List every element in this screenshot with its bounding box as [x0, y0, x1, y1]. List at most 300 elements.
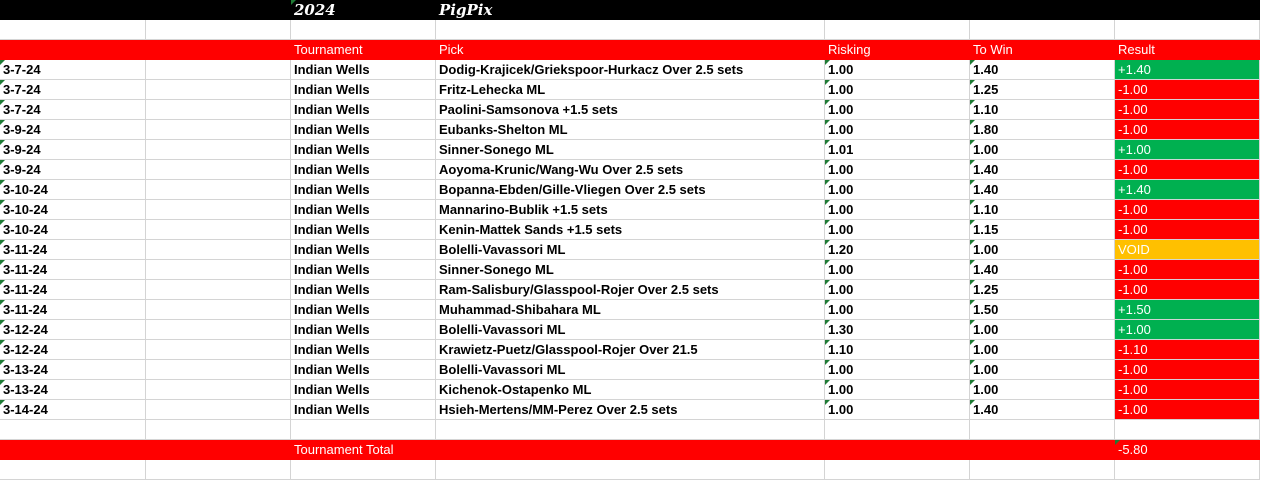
- cell[interactable]: [291, 20, 436, 40]
- table-row: [0, 340, 1261, 360]
- table-row: [0, 60, 1261, 80]
- risking-cell-text: 1.30: [828, 322, 854, 337]
- risking-cell[interactable]: [825, 80, 970, 100]
- error-indicator-icon: [825, 220, 830, 225]
- pick-cell[interactable]: [436, 220, 825, 240]
- cell[interactable]: [0, 420, 146, 440]
- pick-cell[interactable]: [436, 160, 825, 180]
- error-indicator-icon: [970, 180, 975, 185]
- cell[interactable]: [825, 460, 970, 480]
- to-win-cell[interactable]: [970, 120, 1115, 140]
- result-cell[interactable]: [1115, 360, 1260, 380]
- tournament-cell[interactable]: [291, 380, 436, 400]
- tournament-cell-text: Indian Wells: [294, 142, 370, 157]
- to-win-cell-text: 1.40: [973, 402, 999, 417]
- cell[interactable]: [146, 300, 291, 320]
- pick-cell-text: Paolini-Samsonova +1.5 sets: [439, 102, 618, 117]
- result-cell-text: -1.00: [1118, 102, 1148, 117]
- tournament-cell[interactable]: [291, 80, 436, 100]
- error-indicator-icon: [970, 320, 975, 325]
- to-win-cell[interactable]: [970, 320, 1115, 340]
- cell[interactable]: [146, 180, 291, 200]
- risking-cell[interactable]: [825, 220, 970, 240]
- risking-cell-text: 1.01: [828, 142, 854, 157]
- tournament-cell[interactable]: [291, 120, 436, 140]
- pick-cell[interactable]: [436, 80, 825, 100]
- error-indicator-icon: [0, 120, 5, 125]
- tournament-cell-text: Indian Wells: [294, 82, 370, 97]
- error-indicator-icon: [970, 220, 975, 225]
- result-cell[interactable]: [1115, 260, 1260, 280]
- cell[interactable]: [146, 320, 291, 340]
- blank-row: [0, 420, 1261, 440]
- to-win-cell-text: 1.50: [973, 302, 999, 317]
- cell[interactable]: [436, 460, 825, 480]
- tournament-cell[interactable]: [291, 140, 436, 160]
- pick-cell[interactable]: [436, 100, 825, 120]
- result-cell[interactable]: [1115, 160, 1260, 180]
- error-indicator-icon: [0, 340, 5, 345]
- date-cell[interactable]: [0, 220, 146, 240]
- tournament-cell[interactable]: [291, 100, 436, 120]
- error-indicator-icon: [970, 340, 975, 345]
- tournament-cell-text: Indian Wells: [294, 302, 370, 317]
- date-cell[interactable]: [0, 280, 146, 300]
- tournament-cell-text: Indian Wells: [294, 102, 370, 117]
- error-indicator-icon: [970, 60, 975, 65]
- result-cell[interactable]: [1115, 300, 1260, 320]
- error-indicator-icon: [970, 80, 975, 85]
- cell[interactable]: [146, 140, 291, 160]
- result-cell-text: -1.00: [1118, 402, 1148, 417]
- date-cell-text: 3-12-24: [3, 342, 48, 357]
- tournament-cell[interactable]: [291, 300, 436, 320]
- pick-cell[interactable]: [436, 140, 825, 160]
- pick-cell[interactable]: [436, 200, 825, 220]
- error-indicator-icon: [0, 320, 5, 325]
- cell[interactable]: [0, 20, 146, 40]
- cell[interactable]: [291, 420, 436, 440]
- cell[interactable]: [436, 440, 825, 460]
- blank-row: [0, 20, 1261, 40]
- cell[interactable]: [146, 240, 291, 260]
- tournament-cell[interactable]: [291, 280, 436, 300]
- cell[interactable]: [0, 460, 146, 480]
- cell[interactable]: [291, 460, 436, 480]
- error-indicator-icon: [970, 240, 975, 245]
- error-indicator-icon: [970, 400, 975, 405]
- risking-cell[interactable]: [825, 300, 970, 320]
- date-cell-text: 3-10-24: [3, 202, 48, 217]
- error-indicator-icon: [825, 300, 830, 305]
- cell[interactable]: [1115, 420, 1260, 440]
- tournament-cell[interactable]: [291, 60, 436, 80]
- risking-cell[interactable]: [825, 280, 970, 300]
- to-win-cell-text: 1.00: [973, 382, 999, 397]
- error-indicator-icon: [0, 180, 5, 185]
- pick-cell-text: Bolelli-Vavassori ML: [439, 322, 566, 337]
- to-win-cell[interactable]: [970, 220, 1115, 240]
- pick-cell[interactable]: [436, 380, 825, 400]
- cell[interactable]: [146, 0, 291, 20]
- result-cell[interactable]: [1115, 180, 1260, 200]
- result-cell[interactable]: [1115, 280, 1260, 300]
- date-cell[interactable]: [0, 140, 146, 160]
- risking-cell[interactable]: [825, 160, 970, 180]
- result-cell[interactable]: [1115, 220, 1260, 240]
- pick-cell-text: Bolelli-Vavassori ML: [439, 362, 566, 377]
- table-row: [0, 360, 1261, 380]
- header-result[interactable]: Result: [1115, 40, 1260, 60]
- tournament-cell-text: Indian Wells: [294, 382, 370, 397]
- cell[interactable]: [825, 20, 970, 40]
- error-indicator-icon: [0, 260, 5, 265]
- table-row: [0, 100, 1261, 120]
- to-win-cell[interactable]: [970, 80, 1115, 100]
- risking-cell-text: 1.00: [828, 262, 854, 277]
- tournament-cell-text: Indian Wells: [294, 242, 370, 257]
- to-win-cell[interactable]: [970, 340, 1115, 360]
- risking-cell[interactable]: [825, 260, 970, 280]
- date-cell[interactable]: [0, 360, 146, 380]
- pick-cell[interactable]: [436, 180, 825, 200]
- risking-cell[interactable]: [825, 360, 970, 380]
- table-row: [0, 320, 1261, 340]
- risking-cell[interactable]: [825, 100, 970, 120]
- cell[interactable]: [0, 0, 146, 20]
- to-win-cell-text: 1.10: [973, 102, 999, 117]
- cell[interactable]: [825, 440, 970, 460]
- to-win-cell[interactable]: [970, 300, 1115, 320]
- table-row: [0, 400, 1261, 420]
- risking-cell[interactable]: [825, 180, 970, 200]
- date-cell[interactable]: [0, 380, 146, 400]
- total-value[interactable]: [1115, 440, 1260, 460]
- risking-cell[interactable]: [825, 120, 970, 140]
- pick-cell[interactable]: [436, 240, 825, 260]
- error-indicator-icon: [825, 360, 830, 365]
- pick-cell-text: Mannarino-Bublik +1.5 sets: [439, 202, 608, 217]
- pick-cell-text: Sinner-Sonego ML: [439, 142, 554, 157]
- cell[interactable]: [146, 340, 291, 360]
- result-cell-text: -1.10: [1118, 342, 1148, 357]
- cell[interactable]: [1115, 20, 1260, 40]
- pick-cell-text: Kenin-Mattek Sands +1.5 sets: [439, 222, 623, 237]
- date-cell[interactable]: [0, 260, 146, 280]
- date-cell-text: 3-7-24: [3, 82, 41, 97]
- to-win-cell-text: 1.40: [973, 162, 999, 177]
- cell[interactable]: [970, 440, 1115, 460]
- risking-cell[interactable]: [825, 60, 970, 80]
- brand-title[interactable]: PigPix: [436, 0, 825, 20]
- result-cell-text: -1.00: [1118, 262, 1148, 277]
- pick-cell-text: Fritz-Lehecka ML: [439, 82, 546, 97]
- error-indicator-icon: [0, 200, 5, 205]
- result-cell-text: -1.00: [1118, 122, 1148, 137]
- cell[interactable]: [1115, 0, 1260, 20]
- error-indicator-icon: [825, 80, 830, 85]
- cell[interactable]: [970, 0, 1115, 20]
- cell[interactable]: [146, 120, 291, 140]
- error-indicator-icon: [970, 380, 975, 385]
- error-indicator-icon: [970, 280, 975, 285]
- to-win-cell[interactable]: [970, 180, 1115, 200]
- error-indicator-icon: [970, 120, 975, 125]
- error-indicator-icon: [0, 300, 5, 305]
- risking-cell-text: 1.20: [828, 242, 854, 257]
- error-indicator-icon: [825, 260, 830, 265]
- to-win-cell-text: 1.00: [973, 242, 999, 257]
- header-cell-date[interactable]: [0, 40, 146, 60]
- table-row: [0, 220, 1261, 240]
- pick-cell-text: Sinner-Sonego ML: [439, 262, 554, 277]
- to-win-cell[interactable]: [970, 360, 1115, 380]
- date-cell-text: 3-7-24: [3, 102, 41, 117]
- date-cell[interactable]: [0, 200, 146, 220]
- date-cell[interactable]: [0, 340, 146, 360]
- date-cell[interactable]: [0, 160, 146, 180]
- table-row: [0, 160, 1261, 180]
- error-indicator-icon: [825, 180, 830, 185]
- error-indicator-icon: [825, 100, 830, 105]
- error-indicator-icon: [0, 400, 5, 405]
- cell[interactable]: [970, 460, 1115, 480]
- cell[interactable]: [436, 420, 825, 440]
- cell[interactable]: [436, 20, 825, 40]
- tournament-cell[interactable]: [291, 240, 436, 260]
- tournament-cell[interactable]: [291, 160, 436, 180]
- result-cell[interactable]: [1115, 60, 1260, 80]
- pick-cell[interactable]: [436, 340, 825, 360]
- result-cell-text: +1.40: [1118, 62, 1151, 77]
- result-cell[interactable]: [1115, 340, 1260, 360]
- total-label[interactable]: Tournament Total: [291, 440, 436, 460]
- pick-cell-text: Bopanna-Ebden/Gille-Vliegen Over 2.5 sets: [439, 182, 706, 197]
- tournament-cell-text: Indian Wells: [294, 342, 370, 357]
- result-cell[interactable]: [1115, 240, 1260, 260]
- risking-cell[interactable]: [825, 340, 970, 360]
- date-cell[interactable]: [0, 240, 146, 260]
- total-value-text: -5.80: [1118, 442, 1148, 457]
- to-win-cell[interactable]: [970, 260, 1115, 280]
- to-win-cell-text: 1.00: [973, 142, 999, 157]
- cell[interactable]: [825, 420, 970, 440]
- result-cell-text: +1.00: [1118, 142, 1151, 157]
- risking-cell[interactable]: [825, 200, 970, 220]
- pick-cell[interactable]: [436, 360, 825, 380]
- date-cell-text: 3-9-24: [3, 122, 41, 137]
- risking-cell-text: 1.00: [828, 402, 854, 417]
- table-row: [0, 120, 1261, 140]
- tournament-cell[interactable]: [291, 400, 436, 420]
- to-win-cell-text: 1.25: [973, 282, 999, 297]
- to-win-cell-text: 1.40: [973, 182, 999, 197]
- cell[interactable]: [825, 0, 970, 20]
- to-win-cell-text: 1.00: [973, 322, 999, 337]
- cell[interactable]: [0, 440, 146, 460]
- pick-cell[interactable]: [436, 260, 825, 280]
- pick-cell-text: Eubanks-Shelton ML: [439, 122, 568, 137]
- result-cell-text: -1.00: [1118, 82, 1148, 97]
- to-win-cell[interactable]: [970, 400, 1115, 420]
- date-cell[interactable]: [0, 80, 146, 100]
- cell[interactable]: [146, 400, 291, 420]
- date-cell-text: 3-13-24: [3, 382, 48, 397]
- risking-cell[interactable]: [825, 400, 970, 420]
- date-cell-text: 3-11-24: [3, 242, 48, 257]
- result-cell[interactable]: [1115, 320, 1260, 340]
- date-cell[interactable]: [0, 100, 146, 120]
- cell[interactable]: [146, 380, 291, 400]
- cell[interactable]: [146, 100, 291, 120]
- pick-cell-text: Ram-Salisbury/Glasspool-Rojer Over 2.5 sets: [439, 282, 719, 297]
- pick-cell[interactable]: [436, 120, 825, 140]
- header-to-win[interactable]: To Win: [970, 40, 1115, 60]
- cell[interactable]: [970, 420, 1115, 440]
- pick-cell[interactable]: [436, 400, 825, 420]
- to-win-cell-text: 1.00: [973, 342, 999, 357]
- risking-cell-text: 1.00: [828, 302, 854, 317]
- error-indicator-icon: [970, 260, 975, 265]
- cell[interactable]: [146, 60, 291, 80]
- error-indicator-icon: [0, 380, 5, 385]
- date-cell[interactable]: [0, 60, 146, 80]
- tournament-cell-text: Indian Wells: [294, 162, 370, 177]
- pick-cell-text: Kichenok-Ostapenko ML: [439, 382, 592, 397]
- cell[interactable]: [146, 80, 291, 100]
- cell[interactable]: [146, 220, 291, 240]
- pick-cell[interactable]: [436, 320, 825, 340]
- result-cell[interactable]: [1115, 80, 1260, 100]
- to-win-cell-text: 1.40: [973, 62, 999, 77]
- result-cell[interactable]: [1115, 100, 1260, 120]
- risking-cell-text: 1.00: [828, 102, 854, 117]
- date-cell[interactable]: [0, 320, 146, 340]
- column-header-row: [0, 40, 1261, 60]
- header-cell-blank[interactable]: [146, 40, 291, 60]
- date-cell-text: 3-11-24: [3, 262, 48, 277]
- cell[interactable]: [1115, 460, 1260, 480]
- date-cell-text: 3-13-24: [3, 362, 48, 377]
- result-cell[interactable]: [1115, 380, 1260, 400]
- to-win-cell[interactable]: [970, 100, 1115, 120]
- cell[interactable]: [146, 280, 291, 300]
- result-cell-text: +1.40: [1118, 182, 1151, 197]
- cell[interactable]: [146, 260, 291, 280]
- to-win-cell[interactable]: [970, 280, 1115, 300]
- error-indicator-icon: [825, 240, 830, 245]
- to-win-cell[interactable]: [970, 140, 1115, 160]
- error-indicator-icon: [970, 360, 975, 365]
- cell[interactable]: [146, 420, 291, 440]
- result-cell[interactable]: [1115, 200, 1260, 220]
- to-win-cell[interactable]: [970, 60, 1115, 80]
- cell[interactable]: [146, 460, 291, 480]
- to-win-cell[interactable]: [970, 240, 1115, 260]
- error-indicator-icon: [825, 280, 830, 285]
- tournament-cell[interactable]: [291, 320, 436, 340]
- title-row: [0, 0, 1261, 20]
- tournament-cell-text: Indian Wells: [294, 282, 370, 297]
- pick-cell-text: Dodig-Krajicek/Griekspoor-Hurkacz Over 2.5 sets: [439, 62, 744, 77]
- tournament-cell[interactable]: [291, 180, 436, 200]
- error-indicator-icon: [825, 340, 830, 345]
- pick-cell[interactable]: [436, 60, 825, 80]
- date-cell[interactable]: [0, 180, 146, 200]
- error-indicator-icon: [970, 100, 975, 105]
- error-indicator-icon: [970, 200, 975, 205]
- date-cell[interactable]: [0, 400, 146, 420]
- cell[interactable]: [146, 20, 291, 40]
- to-win-cell[interactable]: [970, 160, 1115, 180]
- risking-cell[interactable]: [825, 380, 970, 400]
- error-indicator-icon: [825, 140, 830, 145]
- error-indicator-icon: [0, 60, 5, 65]
- tournament-cell-text: Indian Wells: [294, 402, 370, 417]
- pick-cell[interactable]: [436, 280, 825, 300]
- error-indicator-icon: [0, 240, 5, 245]
- error-indicator-icon: [0, 360, 5, 365]
- result-cell-text: -1.00: [1118, 282, 1148, 297]
- date-cell-text: 3-14-24: [3, 402, 48, 417]
- risking-cell-text: 1.00: [828, 182, 854, 197]
- to-win-cell[interactable]: [970, 380, 1115, 400]
- risking-cell-text: 1.00: [828, 222, 854, 237]
- risking-cell[interactable]: [825, 140, 970, 160]
- risking-cell-text: 1.00: [828, 122, 854, 137]
- year-title[interactable]: 2024: [291, 0, 436, 20]
- tournament-cell-text: Indian Wells: [294, 122, 370, 137]
- tournament-cell-text: Indian Wells: [294, 222, 370, 237]
- to-win-cell-text: 1.40: [973, 262, 999, 277]
- result-cell[interactable]: [1115, 400, 1260, 420]
- cell[interactable]: [146, 360, 291, 380]
- error-indicator-icon: [0, 280, 5, 285]
- cell[interactable]: [146, 200, 291, 220]
- date-cell[interactable]: [0, 300, 146, 320]
- pick-cell-text: Aoyoma-Krunic/Wang-Wu Over 2.5 sets: [439, 162, 684, 177]
- tournament-cell[interactable]: [291, 360, 436, 380]
- tournament-total-row: [0, 440, 1261, 460]
- header-risking[interactable]: Risking: [825, 40, 970, 60]
- cell[interactable]: [970, 20, 1115, 40]
- to-win-cell[interactable]: [970, 200, 1115, 220]
- risking-cell[interactable]: [825, 240, 970, 260]
- risking-cell[interactable]: [825, 320, 970, 340]
- tournament-cell[interactable]: [291, 200, 436, 220]
- header-pick[interactable]: Pick: [436, 40, 825, 60]
- table-row: [0, 200, 1261, 220]
- tournament-cell[interactable]: [291, 220, 436, 240]
- result-cell[interactable]: [1115, 120, 1260, 140]
- pick-cell-text: Bolelli-Vavassori ML: [439, 242, 566, 257]
- result-cell-text: +1.00: [1118, 322, 1151, 337]
- tournament-cell[interactable]: [291, 260, 436, 280]
- error-indicator-icon: [825, 200, 830, 205]
- result-cell[interactable]: [1115, 140, 1260, 160]
- tournament-cell[interactable]: [291, 340, 436, 360]
- error-indicator-icon: [970, 300, 975, 305]
- error-indicator-icon: [825, 60, 830, 65]
- cell[interactable]: [146, 440, 291, 460]
- pick-cell-text: Hsieh-Mertens/MM-Perez Over 2.5 sets: [439, 402, 678, 417]
- pick-cell[interactable]: [436, 300, 825, 320]
- header-tournament[interactable]: Tournament: [291, 40, 436, 60]
- table-row: [0, 380, 1261, 400]
- date-cell[interactable]: [0, 120, 146, 140]
- error-indicator-icon: [0, 160, 5, 165]
- cell[interactable]: [146, 160, 291, 180]
